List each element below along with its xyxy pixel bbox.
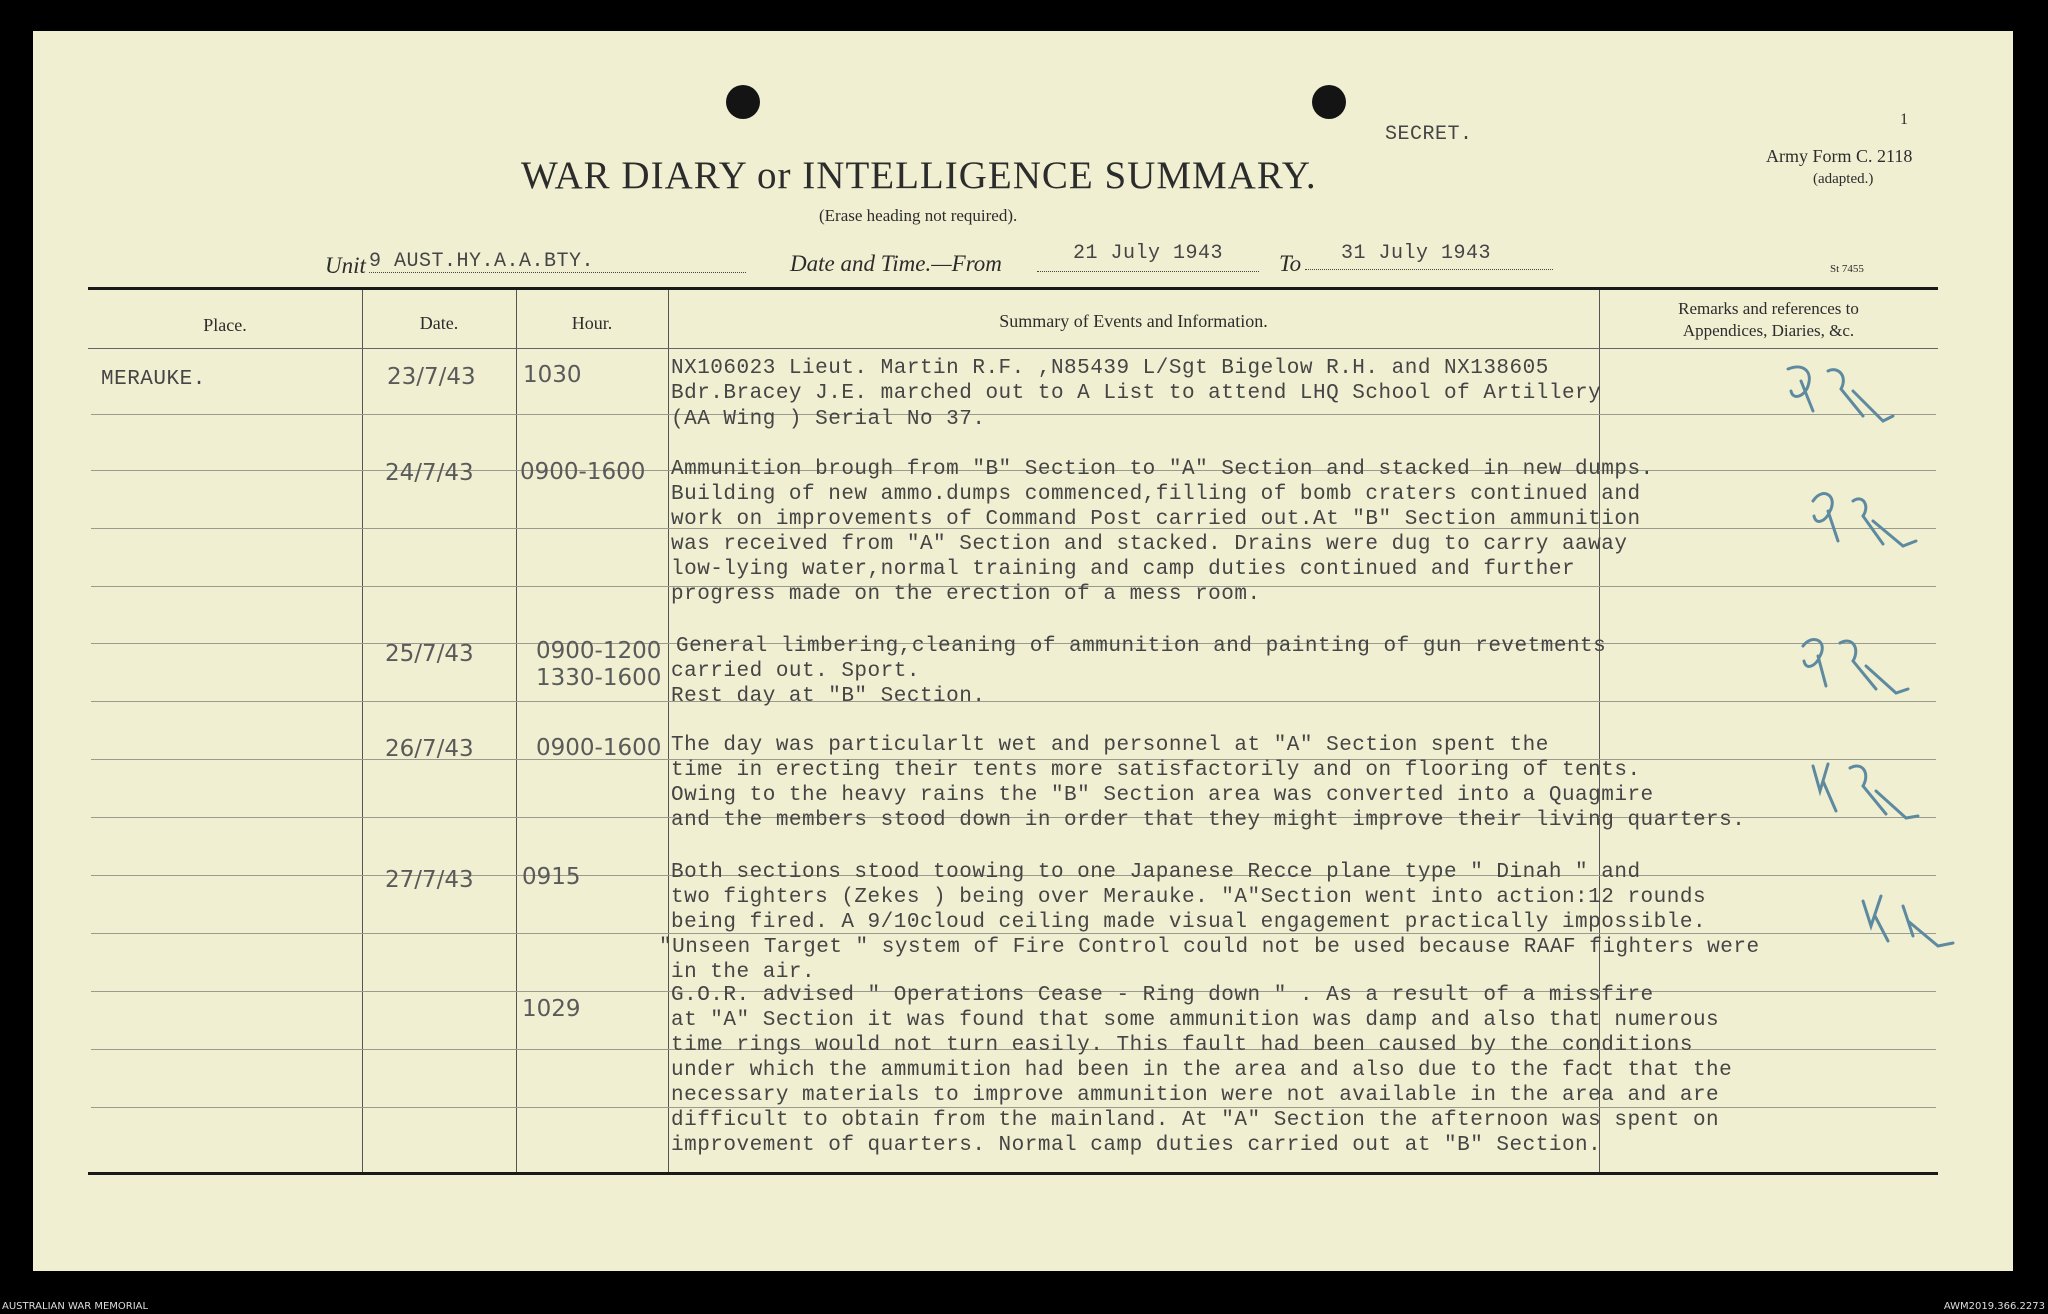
- footer-institution: AUSTRALIAN WAR MEMORIAL: [2, 1301, 149, 1312]
- stock-number: St 7455: [1830, 263, 1864, 275]
- to-label: To: [1279, 251, 1302, 276]
- entry-line: Rest day at "B" Section.: [671, 685, 986, 708]
- entry-date: 26/7/43: [385, 736, 474, 762]
- entry-line: Owing to the heavy rains the "B" Section area was converted into a Quagmire: [671, 784, 1654, 807]
- entry-line: being fired. A 9/10cloud ceiling made visual engagement practically impossible.: [671, 911, 1707, 934]
- entry-line: progress made on the erection of a mess room.: [671, 583, 1261, 606]
- date-time-label: Date and Time.—From: [790, 251, 1002, 276]
- footer-reference: AWM2019.366.2273: [1943, 1301, 2045, 1312]
- ruled-line: [91, 1107, 1936, 1108]
- entry-hour: 0900-1200: [536, 638, 662, 664]
- entry-line: necessary materials to improve ammunition were not available in the area and are: [671, 1084, 1720, 1107]
- entry-hour-2: 1330-1600: [536, 665, 662, 691]
- entry-line: improvement of quarters. Normal camp duties carried out at "B" Section.: [671, 1134, 1602, 1157]
- entry-line: The day was particularlt wet and personnel at "A" Section spent the: [671, 734, 1549, 757]
- table-top-border: [88, 287, 1938, 290]
- entry-date: 27/7/43: [385, 867, 474, 893]
- initials-mark: [1808, 756, 1928, 826]
- entry-hour: 0900-1600: [520, 459, 646, 485]
- date-to: 31 July 1943: [1341, 242, 1492, 265]
- ruled-line: [91, 414, 1936, 415]
- entry-line: difficult to obtain from the mainland. At "A" Section the afternoon was spent on: [671, 1109, 1720, 1132]
- entry-hour: 1029: [522, 996, 581, 1022]
- entry-date: 25/7/43: [385, 641, 474, 667]
- unit-dotted-line: [369, 272, 746, 273]
- entry-line: and the members stood down in order that they might improve their living quarters.: [671, 809, 1746, 832]
- column-divider-place-date: [362, 290, 363, 1172]
- army-form-adapted: (adapted.): [1813, 171, 1874, 187]
- entry-line: (AA Wing ) Serial No 37.: [671, 408, 986, 431]
- archive-footer: [0, 1300, 2048, 1314]
- entry-line: Ammunition brough from "B" Section to "A" Section and stacked in new dumps.: [671, 458, 1654, 481]
- header-remarks-line1: Remarks and references to: [1678, 299, 1859, 318]
- form-mark: 1: [1900, 111, 1908, 128]
- entry-line: was received from "A" Section and stacked. Drains were dug to carry aaway: [671, 533, 1628, 556]
- entry-line: Both sections stood toowing to one Japanese Recce plane type " Dinah " and: [671, 861, 1641, 884]
- entry-date: 24/7/43: [385, 460, 474, 486]
- entry-line: G.O.R. advised " Operations Cease - Ring down " . As a result of a missfire: [671, 984, 1654, 1007]
- entry-line: two fighters (Zekes ) being over Merauke. "A"Section went into action:12 rounds: [671, 886, 1707, 909]
- entry-line: Building of new ammo.dumps commenced,filling of bomb craters continued and: [671, 483, 1641, 506]
- initials-mark: [1798, 631, 1918, 701]
- ruled-line: [91, 701, 1936, 702]
- unit-label: Unit: [325, 253, 366, 278]
- entry-line: time in erecting their tents more satisfactorily and on flooring of tents.: [671, 759, 1641, 782]
- header-place: Place.: [203, 315, 247, 335]
- secret-stamp: SECRET.: [1385, 123, 1473, 146]
- entry-hour: 0915: [522, 864, 581, 890]
- entry-line: General limbering,cleaning of ammunition and painting of gun revetments: [676, 635, 1607, 658]
- from-dotted-line: [1037, 271, 1259, 272]
- entry-hour: 1030: [523, 362, 582, 388]
- column-divider-date-hour: [516, 290, 517, 1172]
- to-dotted-line: [1305, 269, 1553, 270]
- entry-line: time rings would not turn easily. This fault had been caused by the conditions: [671, 1034, 1693, 1057]
- punch-hole-right: [1312, 85, 1346, 119]
- entry-date: 23/7/43: [387, 364, 476, 390]
- entry-place: MERAUKE.: [101, 368, 206, 391]
- header-hour: Hour.: [571, 313, 613, 333]
- entry-line: carried out. Sport.: [671, 660, 920, 683]
- entry-line: low-lying water,normal training and camp duties continued and further: [671, 558, 1576, 581]
- table-bottom-border: [88, 1172, 1938, 1175]
- date-from: 21 July 1943: [1073, 242, 1224, 265]
- initials-mark: [1808, 486, 1928, 556]
- entry-line: work on improvements of Command Post carried out.At "B" Section ammunition: [671, 508, 1641, 531]
- initials-mark: [1783, 361, 1903, 431]
- header-summary: Summary of Events and Information.: [999, 311, 1268, 331]
- header-remarks-line2: Appendices, Diaries, &c.: [1682, 321, 1855, 340]
- diary-sheet: [33, 31, 2013, 1271]
- entry-line: at "A" Section it was found that some ammunition was damp and also that numerous: [671, 1009, 1720, 1032]
- entry-line: under which the ammumition had been in the area and also due to the fact that the: [671, 1059, 1733, 1082]
- header-date: Date.: [419, 313, 459, 333]
- form-subtitle: (Erase heading not required).: [819, 206, 1018, 225]
- entry-hour: 0900-1600: [536, 735, 662, 761]
- entry-line: in the air.: [671, 961, 816, 984]
- column-divider-hour-summary: [668, 290, 669, 1172]
- form-title: WAR DIARY or INTELLIGENCE SUMMARY.: [521, 154, 1317, 197]
- army-form-number: Army Form C. 2118: [1766, 146, 1913, 166]
- entry-line: "Unseen Target " system of Fire Control could not be used because RAAF fighters were: [659, 936, 1760, 959]
- punch-hole-left: [726, 85, 760, 119]
- entry-line: Bdr.Bracey J.E. marched out to A List to attend LHQ School of Artillery: [671, 382, 1602, 405]
- initials-mark: [1853, 891, 1973, 961]
- entry-line: NX106023 Lieut. Martin R.F. ,N85439 L/Sgt Bigelow R.H. and NX138605: [671, 357, 1549, 380]
- header-underline: [88, 348, 1938, 349]
- unit-value: 9 AUST.HY.A.A.BTY.: [369, 250, 595, 273]
